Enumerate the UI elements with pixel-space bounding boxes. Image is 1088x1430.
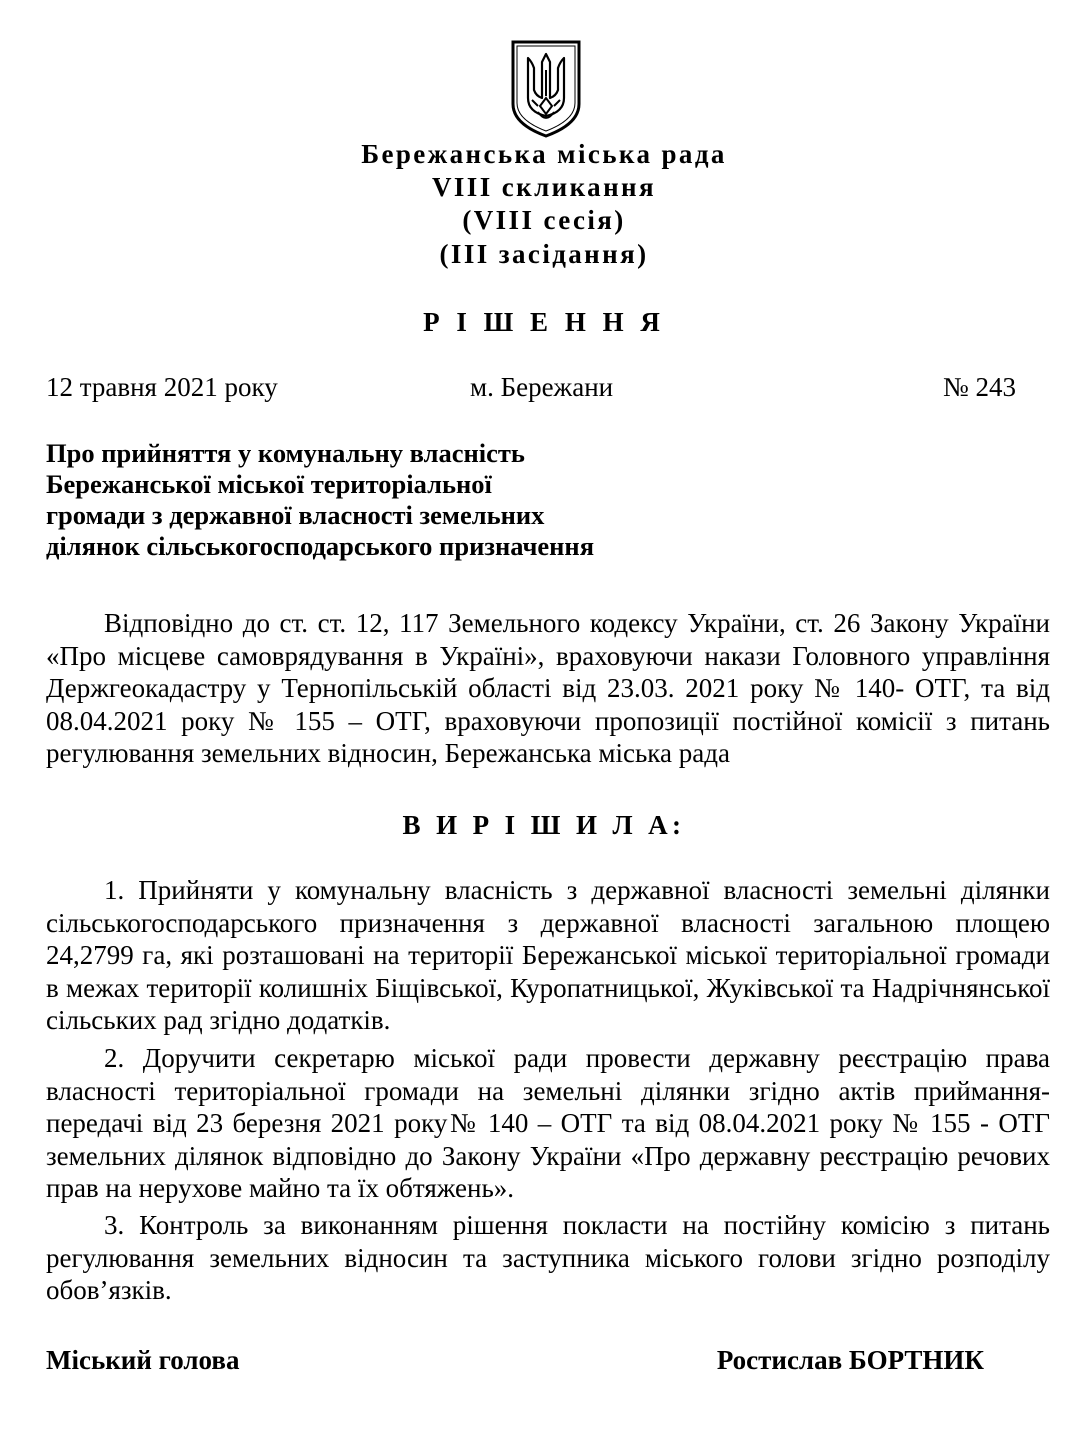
decision-place: м. Бережани [470,372,614,402]
signatory-position: Міський голова [46,1345,240,1375]
decision-heading: Р І Ш Е Н Н Я [423,307,665,337]
decision-item-3: 3. Контроль за виконанням рішення покласти на постійну комісію з питань регулювання земельних відносин та заступника міського голови згідно розподілу обов’язків. [46,1210,1050,1306]
signatory-name: Ростислав БОРТНИК [716,1345,984,1375]
subject-line: Бережанської міської територіальної [46,469,492,499]
decision-subject [46,438,686,562]
coat-of-arms-icon [510,40,582,138]
subject-line: ділянок сільськогосподарського призначення [46,531,595,561]
subject-line: громади з державної власності земельних [46,500,545,530]
resolved-heading: В И Р І Ш И Л А: [402,810,686,840]
session: (VIII сесія) [462,205,626,235]
basis-paragraph: Відповідно до ст. ст. 12, 117 Земельного кодексу України, ст. 26 Закону України «Про місцеве самоврядування в Україні», враховуючи накази Головного управління Держгеокадастру у Тернопільській області від 23.03. 2021 року № 140- ОТГ, та від 08.04.2021 року № 155 – ОТГ, враховуючи пропозиції постійної комісії з питань регулювання земельних відносин, Бережанська міська рада [46,608,1050,769]
signature-block [46,1343,984,1377]
sitting: (ІІІ засідання) [439,239,649,269]
decision-item-2: 2. Доручити секретарю міської ради провести державну реєстрацію права власності територіальної громади на земельні ділянки згідно актів приймання-передачі від 23 березня 2021 року№ 140 – ОТГ та від 08.04.2021 року № 155 - ОТГ земельних ділянок відповідно до Закону України «Про державну реєстрацію речових прав на нерухове майно та їх обтяжень». [46,1043,1050,1204]
council-name: Бережанська міська рада [361,139,727,169]
decision-date: 12 травня 2021 року [46,372,278,402]
decision-item-1: 1. Прийняти у комунальну власність з державної власності земельні ділянки сільськогосподарського призначення з державної власності загальною площею 24,2799 га, які розташовані на території Бережанської міської територіальної громади в межах території колишніх Біщівської, Куропатницької, Жуківської та Надрічнянської сільських рад згідно додатків. [46,875,1050,1036]
subject-line: Про прийняття у комунальну власність [46,438,525,468]
decision-meta [46,370,1016,404]
decision-number: № 243 [942,372,1016,402]
convocation: VIII скликання [432,172,656,202]
